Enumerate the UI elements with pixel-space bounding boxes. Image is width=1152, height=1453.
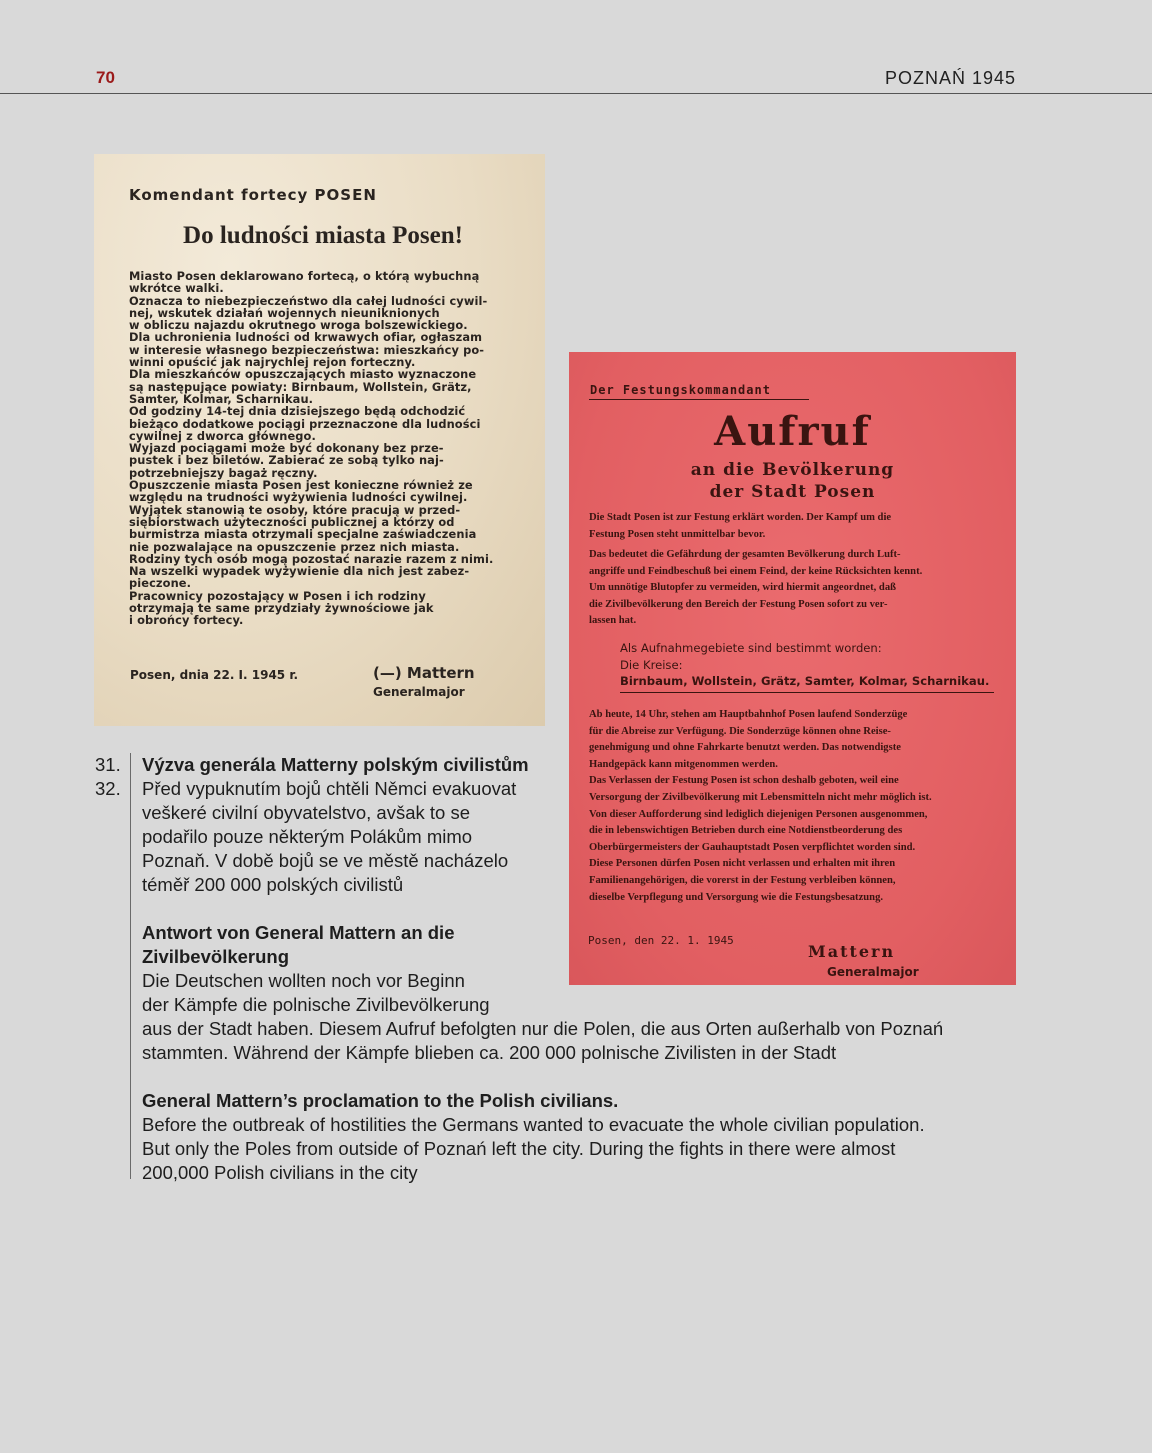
caption-line: 200,000 Polish civilians in the city <box>142 1162 418 1183</box>
poster-line: Als Aufnahmegebiete sind bestimmt worden: <box>620 641 882 655</box>
poster-line: die Zivilbevölkerung den Bereich der Festung Posen sofort zu ver- <box>589 598 888 610</box>
poster-line: für die Abreise zur Verfügung. Die Sonderzüge können ohne Reise- <box>589 725 891 737</box>
poster-line: Oznacza to niebezpieczeństwo dla całej ludności cywil- <box>129 293 488 308</box>
poster-line: Wyjazd pociągami może być dokonany bez prze- <box>129 441 444 456</box>
poster-line: otrzymają te same przydziały żywnościowe jak <box>129 601 434 616</box>
figure-numbers <box>95 753 121 801</box>
caption-line: der Kämpfe die polnische Zivilbevölkerung <box>142 994 490 1015</box>
poster-line: Das Verlassen der Festung Posen ist schon deshalb geboten, weil eine <box>589 775 899 787</box>
poster-line: Oberbürgermeisters der Gauhauptstadt Posen verpflichtet worden sind. <box>589 841 916 853</box>
german-poster-districts <box>620 640 1000 690</box>
running-head: POZNAŃ 1945 <box>884 68 1016 88</box>
caption-line: Die Deutschen wollten noch vor Beginn <box>142 970 465 991</box>
poster-line: Birnbaum, Wollstein, Grätz, Samter, Kolmar, Scharnikau. <box>620 674 990 688</box>
german-poster-subtitle: an die Bevölkerung <box>690 460 895 480</box>
polish-poster-date: Posen, dnia 22. I. 1945 r. <box>130 668 299 682</box>
poster-line: Samter, Kolmar, Scharnikau. <box>129 391 314 406</box>
german-poster-title: Aufruf <box>714 408 871 455</box>
poster-line: Das bedeutet die Gefährdung der gesamten Bevölkerung durch Luft- <box>589 549 901 560</box>
poster-line: Handgepäck kann mitgenommen werden. <box>589 758 778 770</box>
poster-line: Na wszelki wypadek wyżywienie dla nich jest zabez- <box>129 564 470 579</box>
poster-line: nie pozwalające na opuszczenie przez nich miasta. <box>129 539 460 554</box>
poster-line: dieselbe Verpflegung und Versorgung wie die Festungsbesatzung. <box>589 891 884 903</box>
page-number: 70 <box>96 68 115 87</box>
caption-line: téměř 200 000 polských civilistů <box>142 874 404 895</box>
german-poster-date: Posen, den 22. 1. 1945 <box>588 934 734 947</box>
caption-line: Before the outbreak of hostilities the Germans wanted to evacuate the whole civilian population. <box>142 1114 925 1135</box>
polish-poster-rank: Generalmajor <box>373 685 465 699</box>
polish-poster-body <box>129 270 517 627</box>
poster-line: winni opuścić jak najrychlej rejon forteczny. <box>129 355 416 370</box>
caption-spacer <box>142 897 943 921</box>
poster-line: Dla mieszkańców opuszczających miasto wyznaczone <box>129 367 477 382</box>
german-poster-paragraph <box>589 510 999 543</box>
caption-line: stammten. Während der Kämpfe blieben ca. 200 000 polnische Zivilisten in der Stadt <box>142 1042 837 1063</box>
poster-line: bieżąco dodatkowe pociągi przeznaczone dla ludności <box>129 416 481 431</box>
figure-number: 31. <box>95 754 121 775</box>
poster-line: są następujące powiaty: Birnbaum, Wollstein, Grätz, <box>129 379 472 394</box>
poster-line: Opuszczenie miasta Posen jest konieczne również ze <box>129 478 473 493</box>
poster-line: Um unnötige Blutopfer zu vermeiden, wird hiermit angeordnet, daß <box>589 582 897 594</box>
german-poster-paragraph <box>589 547 999 630</box>
poster-line: cywilnej z dworca głównego. <box>129 428 316 443</box>
poster-line: die in lebenswichtigen Betrieben durch eine Notdienstbeorderung des <box>589 825 903 837</box>
poster-line: angriffe und Feindbeschuß bei einem Feind, der keine Rücksichten kennt. <box>589 565 923 577</box>
caption-line: veškeré civilní obyvatelstvo, avšak to se <box>142 802 471 823</box>
caption-title-czech: Výzva generála Matterny polským civilistům <box>142 754 529 775</box>
caption-line: Poznaň. V době bojů se ve městě nacházelo <box>142 850 509 871</box>
poster-line: Pracownicy pozostający w Posen i ich rodziny <box>129 588 426 603</box>
german-poster-subtitle: der Stadt Posen <box>709 482 876 502</box>
poster-line: wkrótce walki. <box>129 281 224 296</box>
german-poster-rank: Generalmajor <box>827 965 919 979</box>
poster-line: względu na trudności wyżywienia ludności cywilnej. <box>129 490 468 505</box>
poster-line: Dla uchronienia ludności od krwawych ofiar, ogłaszam <box>129 330 483 345</box>
german-poster-signature: Mattern <box>808 942 896 961</box>
polish-poster-signature: (—) Mattern <box>373 664 475 682</box>
header-rule <box>0 93 1152 94</box>
caption-title-german: Zivilbevölkerung <box>142 946 290 967</box>
polish-poster <box>94 154 545 726</box>
poster-line: Od godziny 14-tej dnia dzisiejszego będą odchodzić <box>129 404 466 419</box>
caption-text <box>142 753 943 1185</box>
poster-line: Von dieser Aufforderung sind lediglich diejenigen Personen ausgenommen, <box>589 808 928 820</box>
figure-number: 32. <box>95 778 121 799</box>
poster-line: Festung Posen steht unmittelbar bevor. <box>589 528 766 540</box>
poster-line: Rodziny tych osób mogą pozostać narazie razem z nimi. <box>129 551 494 566</box>
poster-line: Versorgung der Zivilbevölkerung mit Lebensmitteln nicht mehr möglich ist. <box>589 791 932 803</box>
poster-line: lassen hat. <box>589 615 637 627</box>
poster-line: Miasto Posen deklarowano fortecą, o którą wybuchną <box>129 269 480 283</box>
caption-line: podařilo pouze některým Polákům mimo <box>142 826 473 847</box>
caption-title-english: General Mattern’s proclamation to the Polish civilians. <box>142 1090 619 1111</box>
caption-line: But only the Poles from outside of Poznań left the city. During the fights in there were almost <box>142 1138 896 1159</box>
german-poster-heading: Der Festungskommandant <box>590 383 771 397</box>
poster-line: w obliczu najazdu okrutnego wroga bolszewickiego. <box>129 318 468 333</box>
caption-spacer <box>142 1065 943 1089</box>
poster-line: Familienangehörigen, die vorerst in der Festung verbleiben können, <box>589 874 896 886</box>
poster-line: genehmigung und ohne Fahrkarte benutzt werden. Das notwendigste <box>589 742 901 754</box>
polish-poster-title: Do ludności miasta Posen! <box>183 222 463 249</box>
caption-bar <box>130 753 131 1179</box>
poster-line: pustek i bez biletów. Zabierać ze sobą tylko naj- <box>129 453 444 468</box>
caption-line: Před vypuknutím bojů chtěli Němci evakuovat <box>142 778 517 799</box>
poster-line: w interesie własnego bezpieczeństwa: mieszkańcy po- <box>129 342 485 357</box>
poster-line: burmistrza miasta otrzymali specjalne zaświadczenia <box>129 527 477 542</box>
poster-line: Die Kreise: <box>620 657 683 672</box>
poster-line: nej, wskutek działań wojennych nieuniknionych <box>129 305 440 320</box>
poster-line: Die Stadt Posen ist zur Festung erklärt worden. Der Kampf um die <box>589 512 892 523</box>
poster-line: potrzebniejszy bagaż ręczny. <box>129 465 318 480</box>
poster-line: siębiorstwach użyteczności publicznej a którzy od <box>129 514 455 529</box>
polish-poster-heading: Komendant fortecy POSEN <box>129 186 377 204</box>
poster-line: Ab heute, 14 Uhr, stehen am Hauptbahnhof Posen laufend Sonderzüge <box>589 709 908 720</box>
caption-line: aus der Stadt haben. Diesem Aufruf befolgten nur die Polen, die aus Orten außerhalb von Poznań <box>142 1018 944 1039</box>
districts-underline <box>620 692 994 693</box>
poster-line: Diese Personen dürfen Posen nicht verlassen und erhalten mit ihren <box>589 858 896 870</box>
caption-title-german: Antwort von General Mattern an die <box>142 922 455 943</box>
poster-line: Wyjątek stanowią te osoby, które pracują w przed- <box>129 502 461 517</box>
poster-line: pieczone. <box>129 576 192 591</box>
poster-line: i obrońcy fortecy. <box>129 613 244 628</box>
heading-underline <box>589 399 809 400</box>
